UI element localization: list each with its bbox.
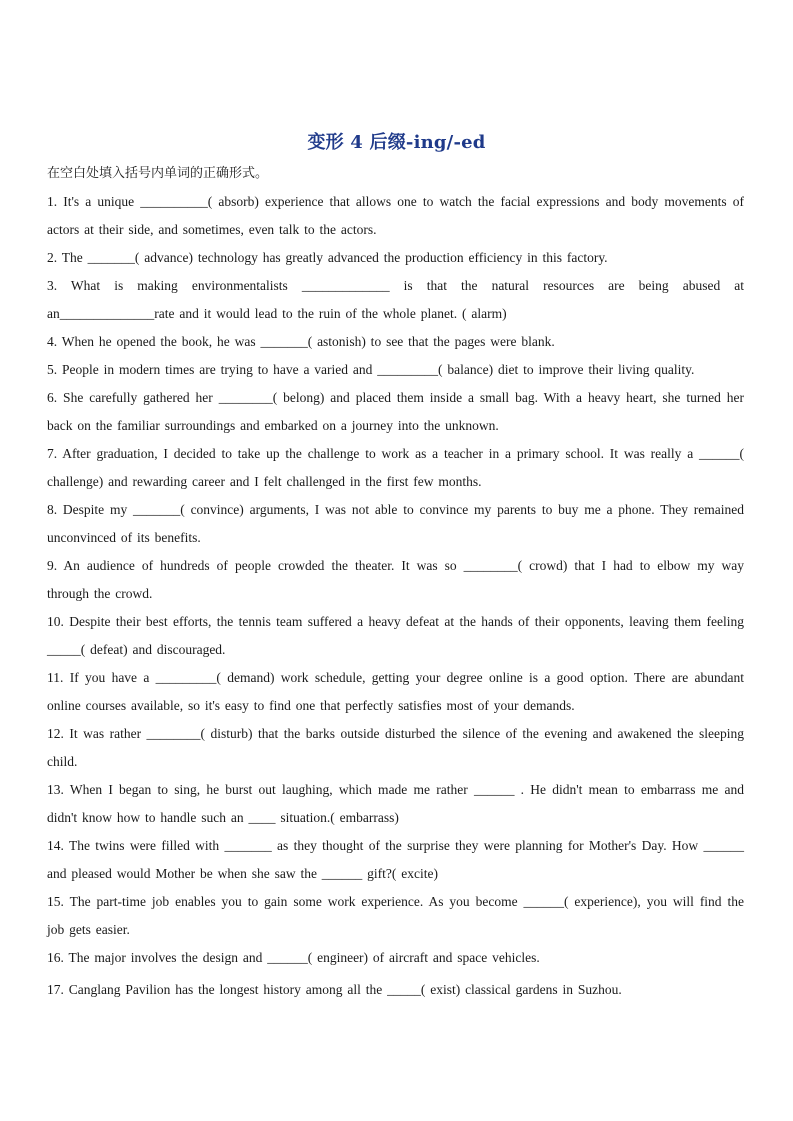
question-item: 10. Despite their best efforts, the tennis team suffered a heavy defeat at the hands of their opponents, leaving them feeling _____( defeat) and discouraged. <box>47 614 744 657</box>
question-item: 13. When I began to sing, he burst out laughing, which made me rather ______ . He didn't mean to embarrass me and didn't know how to handle such an ____ situation.( embarrass) <box>47 782 744 825</box>
question-item: 15. The part-time job enables you to gain some work experience. As you become ______( experience), you will find the job gets easier. <box>47 894 744 937</box>
question-list <box>47 188 744 1004</box>
question-item: 14. The twins were filled with _______ as they thought of the surprise they were planning for Mother's Day. How ______ and pleased would Mother be when she saw the ______ gift?( excite) <box>47 838 744 881</box>
question-item: 16. The major involves the design and ______( engineer) of aircraft and space vehicles. <box>47 950 540 965</box>
page-title: 变形 4 后缀-ing/-ed <box>307 132 486 153</box>
question-item: 4. When he opened the book, he was _______( astonish) to see that the pages were blank. <box>47 334 555 349</box>
instruction-text: 在空白处填入括号内单词的正确形式。 <box>47 166 269 181</box>
question-item: 7. After graduation, I decided to take up the challenge to work as a teacher in a primary school. It was really a ______( challenge) and rewarding career and I felt challenged in the first few months. <box>47 446 744 489</box>
question-item: 3. What is making environmentalists _____________ is that the natural resources are being abused at an______________rate and it would lead to the ruin of the whole planet. ( alarm) <box>47 278 744 321</box>
question-item: 2. The _______( advance) technology has greatly advanced the production efficiency in this factory. <box>47 250 608 265</box>
question-item: 5. People in modern times are trying to have a varied and _________( balance) diet to improve their living quality. <box>47 362 695 377</box>
question-item: 17. Canglang Pavilion has the longest history among all the _____( exist) classical gardens in Suzhou. <box>47 982 622 997</box>
question-item: 12. It was rather ________( disturb) that the barks outside disturbed the silence of the evening and awakened the sleeping child. <box>47 726 744 769</box>
question-item: 9. An audience of hundreds of people crowded the theater. It was so ________( crowd) that I had to elbow my way through the crowd. <box>47 558 744 601</box>
question-item: 6. She carefully gathered her ________( belong) and placed them inside a small bag. With a heavy heart, she turned her back on the familiar surroundings and embarked on a journey into the unknown. <box>47 390 744 433</box>
question-item: 11. If you have a _________( demand) work schedule, getting your degree online is a good option. There are abundant online courses available, so it's easy to find one that perfectly satisfies most of your demands. <box>47 670 744 713</box>
question-item: 8. Despite my _______( convince) arguments, I was not able to convince my parents to buy me a phone. They remained unconvinced of its benefits. <box>47 502 744 545</box>
question-item: 1. It's a unique __________( absorb) experience that allows one to watch the facial expressions and body movements of actors at their side, and sometimes, even talk to the actors. <box>47 194 744 237</box>
